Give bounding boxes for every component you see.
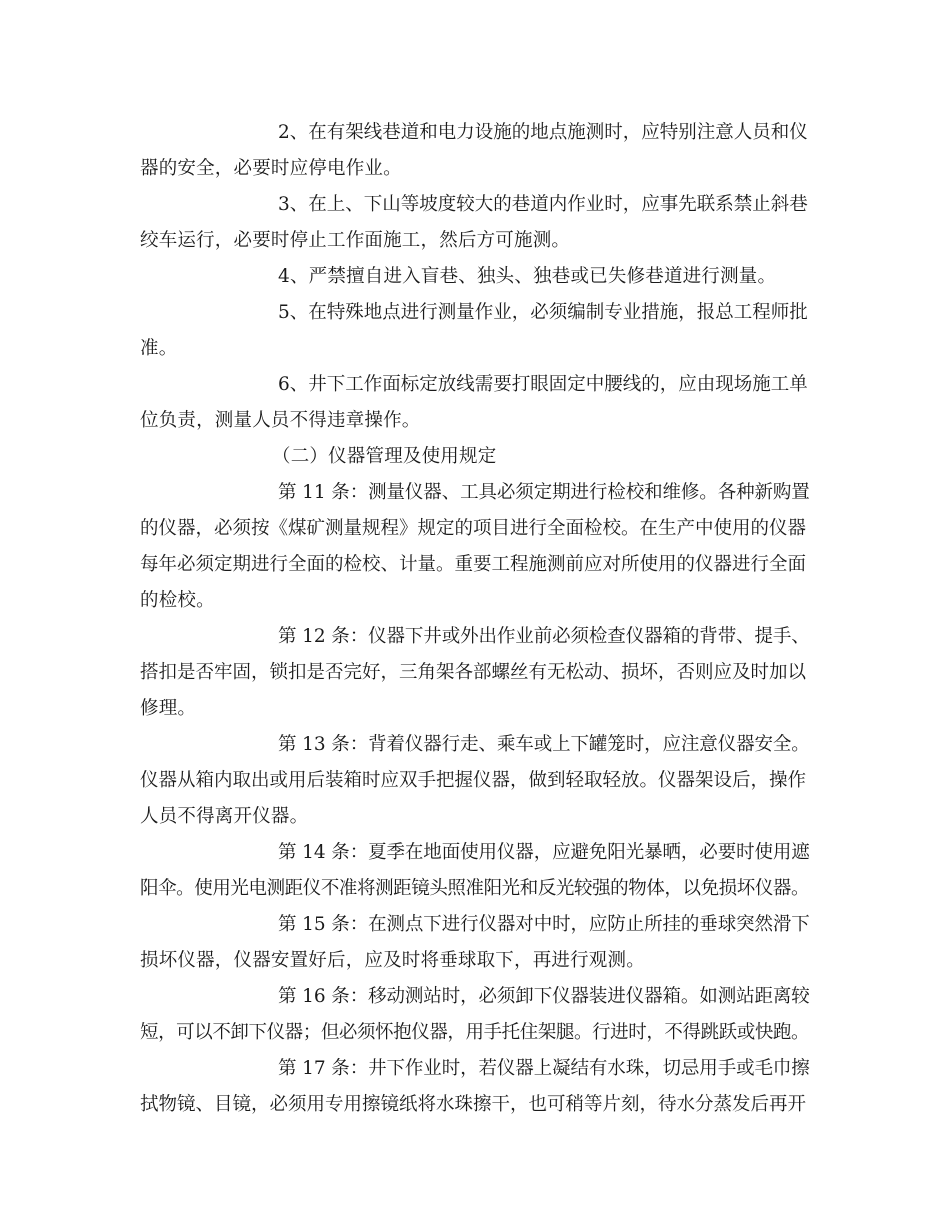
article-11-line-4: 的检校。 (140, 590, 215, 611)
article-13-line-1: 第 13 条：背着仪器行走、乘车或上下罐笼时，应注意仪器安全。 (278, 734, 810, 755)
paragraph-2-line-1: 2、在有架线巷道和电力设施的地点施测时，应特别注意人员和仪 (278, 122, 808, 143)
article-14-line-1: 第 14 条：夏季在地面使用仪器，应避免阳光暴晒，必要时使用遮 (278, 842, 810, 863)
paragraph-6-line-1: 6、井下工作面标定放线需要打眼固定中腰线的，应由现场施工单 (278, 374, 808, 395)
paragraph-3-line-1: 3、在上、下山等坡度较大的巷道内作业时，应事先联系禁止斜巷 (278, 194, 808, 215)
article-15-line-2: 损坏仪器，仪器安置好后，应及时将垂球取下，再进行观测。 (140, 950, 645, 971)
article-17-line-1: 第 17 条：井下作业时，若仪器上凝结有水珠，切忌用手或毛巾擦 (278, 1058, 810, 1079)
article-13-line-2: 仪器从箱内取出或用后装箱时应双手把握仪器，做到轻取轻放。仪器架设后，操作 (140, 770, 807, 791)
paragraph-3-line-2: 绞车运行，必要时停止工作面施工，然后方可施测。 (140, 230, 571, 251)
article-16-line-1: 第 16 条：移动测站时，必须卸下仪器装进仪器箱。如测站距离较 (278, 986, 810, 1007)
paragraph-4-line-1: 4、严禁擅自进入盲巷、独头、独巷或已失修巷道进行测量。 (278, 266, 777, 287)
article-16-line-2: 短，可以不卸下仪器；但必须怀抱仪器，用手托住架腿。行进时，不得跳跃或快跑。 (140, 1022, 810, 1043)
article-14-line-2: 阳伞。使用光电测距仪不准将测距镜头照准阳光和反光较强的物体，以免损坏仪器。 (140, 878, 810, 899)
section-heading: （二）仪器管理及使用规定 (272, 446, 497, 467)
article-17-line-2: 拭物镜、目镜，必须用专用擦镜纸将水珠擦干，也可稍等片刻，待水分蒸发后再开 (140, 1094, 807, 1115)
article-12-line-3: 修理。 (140, 698, 197, 719)
article-12-line-2: 搭扣是否牢固，锁扣是否完好，三角架各部螺丝有无松动、损坏，否则应及时加以 (140, 662, 807, 683)
paragraph-5-line-1: 5、在特殊地点进行测量作业，必须编制专业措施，报总工程师批 (278, 302, 808, 323)
paragraph-6-line-2: 位负责，测量人员不得违章操作。 (140, 410, 421, 431)
article-11-line-2: 的仪器，必须按《煤矿测量规程》规定的项目进行全面检校。在生产中使用的仪器 (140, 518, 807, 539)
paragraph-5-line-2: 准。 (140, 338, 178, 359)
article-13-line-3: 人员不得离开仪器。 (140, 806, 309, 827)
article-15-line-1: 第 15 条：在测点下进行仪器对中时，应防止所挂的垂球突然滑下 (278, 914, 810, 935)
article-12-line-1: 第 12 条：仪器下井或外出作业前必须检查仪器箱的背带、提手、 (278, 626, 810, 647)
article-11-line-3: 每年必须定期进行全面的检校、计量。重要工程施测前应对所使用的仪器进行全面 (140, 554, 807, 575)
paragraph-2-line-2: 器的安全，必要时应停电作业。 (140, 158, 402, 179)
article-11-line-1: 第 11 条：测量仪器、工具必须定期进行检校和维修。各种新购置 (278, 482, 810, 503)
